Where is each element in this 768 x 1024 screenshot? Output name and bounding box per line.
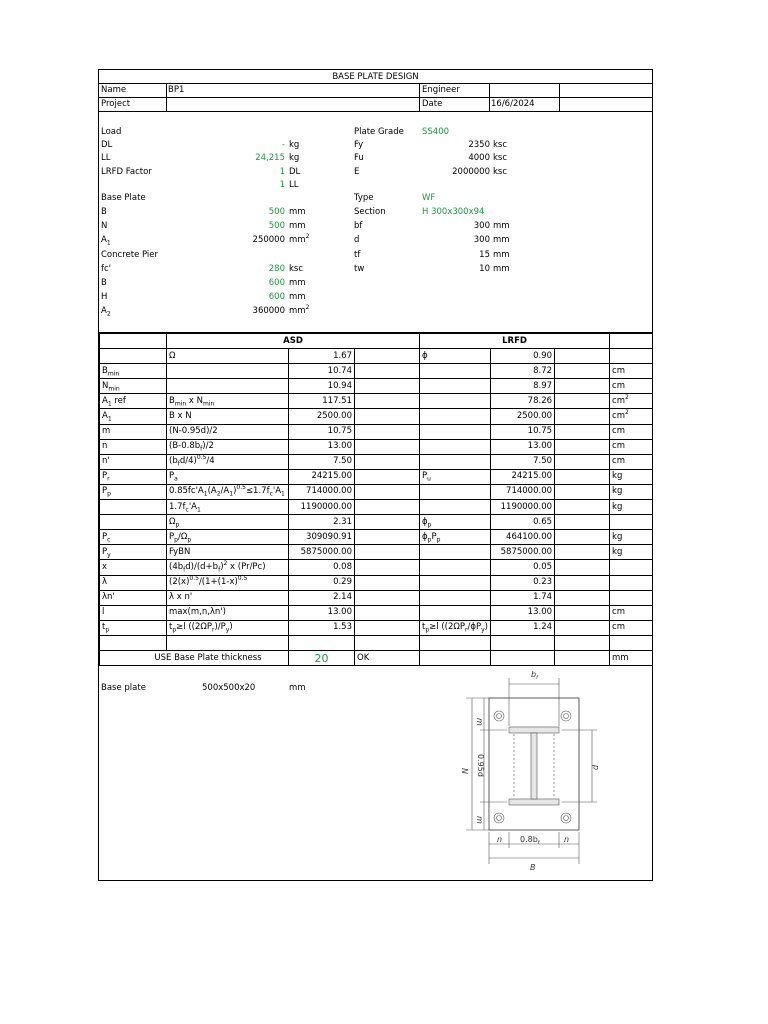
b-value[interactable]: 500 xyxy=(268,207,285,217)
a1ref-asd: 117.51 xyxy=(289,394,355,409)
pr-asd: 24215.00 xyxy=(289,469,355,484)
asd-header: ASD xyxy=(167,333,420,349)
bmin-asd: 10.74 xyxy=(289,364,355,379)
lrfd-dl-unit: DL xyxy=(289,167,301,177)
table-row xyxy=(100,575,653,590)
e-value: 2000000 xyxy=(452,167,490,177)
pier-h-value[interactable]: 600 xyxy=(268,292,285,302)
bf-value: 300 xyxy=(473,221,490,231)
a1-row-label: $A_1$ xyxy=(100,409,167,424)
a1ref-unit: $cm^2$ xyxy=(610,394,653,409)
pier-h-label: H xyxy=(101,292,108,302)
tp-asd: 1.53 xyxy=(289,620,355,635)
diagram-m-top: m xyxy=(475,718,484,726)
name-label: Name xyxy=(101,85,127,95)
use-thickness-unit: mm xyxy=(610,650,653,665)
plate-grade-value[interactable]: SS400 xyxy=(422,127,450,137)
nmin-label: $N_{min}$ xyxy=(100,379,167,394)
ll-unit: kg xyxy=(289,153,300,163)
lrfd-factor-label: LRFD Factor xyxy=(101,167,152,177)
py-asd: 5875000.00 xyxy=(289,545,355,560)
phip-symbol: $\phi_p$ xyxy=(420,515,491,530)
use-thickness-status: OK xyxy=(355,650,420,665)
pp-formula: $0.85fc'A_1(A_2/A_1)^{0.5}\le 1.7f_c'A_1$ xyxy=(167,484,289,499)
pc-formula: $P_p/\Omega_p$ xyxy=(167,530,289,545)
a1-row-unit: $cm^2$ xyxy=(610,409,653,424)
date-value[interactable]: 16/6/2024 xyxy=(491,99,535,109)
pr-label: $P_r$ xyxy=(100,469,167,484)
n-value[interactable]: 500 xyxy=(268,221,285,231)
py-lrfd: 5875000.00 xyxy=(491,545,555,560)
table-row xyxy=(100,590,653,605)
pp-lrfd: 714000.00 xyxy=(491,484,555,499)
fu-value: 4000 xyxy=(468,153,490,163)
tp-unit: cm xyxy=(610,620,653,635)
bmin-lrfd: 8.72 xyxy=(491,364,555,379)
diagram-d-label: d xyxy=(591,764,600,770)
fy-value: 2350 xyxy=(468,140,490,150)
pp-unit: kg xyxy=(610,484,653,499)
diagram-N-label: N xyxy=(460,768,469,774)
table-row xyxy=(100,560,653,575)
tp-formula-lrfd: $t_p\ge l$ ($(2\Omega P_r/\phi P_y)$ xyxy=(420,620,491,635)
pier-b-label: B xyxy=(101,278,107,288)
use-thickness-label: USE Base Plate thickness xyxy=(100,650,289,665)
tp-formula-asd: $t_p\ge l$ $((2\Omega P_r)/P_y)$ xyxy=(167,620,289,635)
phi-symbol: ϕ xyxy=(420,349,491,364)
use-thickness-row xyxy=(100,650,653,665)
dl-unit: kg xyxy=(289,140,300,150)
bf-unit: mm xyxy=(493,221,510,231)
table-row xyxy=(100,605,653,620)
e-label: E xyxy=(354,167,360,177)
x-label: x xyxy=(100,560,167,575)
table-row xyxy=(100,394,653,409)
a1ref-label: $A_1$ ref xyxy=(100,394,167,409)
plate-grade-label: Plate Grade xyxy=(354,127,404,137)
phipp-symbol: $\phi_pP_p$ xyxy=(420,530,491,545)
table-header-row xyxy=(100,333,653,349)
m-asd: 10.75 xyxy=(289,424,355,439)
x-asd: 0.08 xyxy=(289,560,355,575)
tp-label: $t_p$ xyxy=(100,620,167,635)
n-label: N xyxy=(101,221,108,231)
nprime-label: n' xyxy=(100,454,167,469)
header-blank xyxy=(100,333,167,349)
dl-label: DL xyxy=(101,140,113,150)
table-row xyxy=(100,349,653,364)
table-row xyxy=(100,635,653,650)
m-formula: (N-0.95d)/2 xyxy=(167,424,289,439)
table-row xyxy=(100,620,653,635)
bf-label: bf xyxy=(354,221,363,231)
e-unit: ksc xyxy=(493,167,508,177)
diagram-n-left: n xyxy=(497,835,503,844)
tw-unit: mm xyxy=(493,264,510,274)
pier-b-unit: mm xyxy=(289,278,306,288)
load-label: Load xyxy=(101,127,122,137)
top-flange xyxy=(509,727,559,733)
web xyxy=(531,733,537,799)
a1ref-lrfd: 78.26 xyxy=(491,394,555,409)
base-plate-label: Base Plate xyxy=(101,193,146,203)
header-unit-blank xyxy=(610,333,653,349)
table-row xyxy=(100,469,653,484)
a1-asd: 2500.00 xyxy=(289,409,355,424)
fu-unit: ksc xyxy=(493,153,508,163)
tf-unit: mm xyxy=(493,250,510,260)
phip-lrfd: 0.65 xyxy=(491,515,555,530)
a1-value: 250000 xyxy=(252,235,285,245)
nprime-lrfd: 7.50 xyxy=(491,454,555,469)
fy-label: Fy xyxy=(354,140,364,150)
py-unit: kg xyxy=(610,545,653,560)
pp-asd: 714000.00 xyxy=(289,484,355,499)
lambdan-asd: 2.14 xyxy=(289,590,355,605)
concrete-pier-label: Concrete Pier xyxy=(101,250,159,260)
lrfd-header: LRFD xyxy=(420,333,610,349)
pc-lrfd: 464100.00 xyxy=(491,530,555,545)
fu-label: Fu xyxy=(354,153,364,163)
engineer-label: Engineer xyxy=(422,85,460,95)
a2-value: 360000 xyxy=(252,306,285,316)
pc-unit: kg xyxy=(610,530,653,545)
n-formula: $(B-0.8b_f)/2$ xyxy=(167,439,289,454)
l-formula: max(m,n,λn') xyxy=(167,605,289,620)
omegap-asd: 2.31 xyxy=(289,515,355,530)
fc-value[interactable]: 280 xyxy=(268,264,285,274)
pp2-formula: $1.7f_c'A_1$ xyxy=(167,500,289,515)
pp2-unit: kg xyxy=(610,500,653,515)
date-label: Date xyxy=(422,99,443,109)
bolt-hole-icon xyxy=(561,711,571,721)
bolt-hole-icon xyxy=(494,711,504,721)
omega-symbol: Ω xyxy=(167,349,289,364)
lrfd-ll-unit: LL xyxy=(289,180,299,190)
fy-unit: ksc xyxy=(493,140,508,150)
x-formula: $(4b_fd)/(d+b_f)^2$ x (Pr/Pc) xyxy=(167,560,289,575)
pu-symbol: $P_u$ xyxy=(420,469,491,484)
py-label: $P_y$ xyxy=(100,545,167,560)
pc-label: $P_c$ xyxy=(100,530,167,545)
nprime-formula: $(b_fd/4)^{0.5}/4$ xyxy=(167,454,289,469)
phi-value: 0.90 xyxy=(491,349,555,364)
a2-unit: $mm^2$ xyxy=(289,304,310,316)
x-lrfd: 0.05 xyxy=(491,560,555,575)
omega-value: 1.67 xyxy=(289,349,355,364)
diagram-bf-label: $b_f$ xyxy=(531,670,538,681)
a1ref-formula: $B_{min}$ x $N_{min}$ xyxy=(167,394,289,409)
m-lrfd: 10.75 xyxy=(491,424,555,439)
lambdan-label: λn' xyxy=(100,590,167,605)
lambda-asd: 0.29 xyxy=(289,575,355,590)
section-label: Section xyxy=(354,207,386,217)
lambda-formula: ($2(x)^{0.5}/(1+(1-x)^{0.5}$ xyxy=(167,575,289,590)
nprime-asd: 7.50 xyxy=(289,454,355,469)
m-unit: cm xyxy=(610,424,653,439)
d-label: d xyxy=(354,235,360,245)
nprime-unit: cm xyxy=(610,454,653,469)
a1-formula: B x N xyxy=(167,409,289,424)
calculation-table xyxy=(99,332,653,666)
d-unit: mm xyxy=(493,235,510,245)
table-row xyxy=(100,515,653,530)
nmin-asd: 10.94 xyxy=(289,379,355,394)
table-row xyxy=(100,379,653,394)
n-row-label: n xyxy=(100,439,167,454)
pier-h-unit: mm xyxy=(289,292,306,302)
tw-label: tw xyxy=(354,264,365,274)
d-value: 300 xyxy=(473,235,490,245)
diagram-095d-label: 0.95d xyxy=(476,754,485,777)
omegap-symbol: $\Omega_p$ xyxy=(167,515,289,530)
bmin-label: $B_{min}$ xyxy=(100,364,167,379)
name-value[interactable]: BP1 xyxy=(168,85,185,95)
bmin-unit: cm xyxy=(610,364,653,379)
m-label: m xyxy=(100,424,167,439)
section-value[interactable]: H 300x300x94 xyxy=(422,207,485,217)
pp-label: $P_p$ xyxy=(100,484,167,499)
bolt-hole-icon xyxy=(494,813,504,823)
ll-label: LL xyxy=(101,153,111,163)
a2-label: $A_2$ xyxy=(101,306,111,318)
py-formula: FyBN xyxy=(167,545,289,560)
table-row xyxy=(100,530,653,545)
fc-label: fc' xyxy=(101,264,112,274)
lambdan-formula: λ x n' xyxy=(167,590,289,605)
diagram-n-right: n xyxy=(564,835,570,844)
summary-label: Base plate xyxy=(101,683,146,693)
l-asd: 13.00 xyxy=(289,605,355,620)
summary-value: 500x500x20 xyxy=(202,683,256,693)
nmin-unit: cm xyxy=(610,379,653,394)
lrfd-dl-value[interactable]: 1 xyxy=(279,167,285,177)
type-value[interactable]: WF xyxy=(422,193,436,203)
tw-value: 10 xyxy=(479,264,490,274)
a1-unit: $mm^2$ xyxy=(289,233,310,245)
lambda-label: λ xyxy=(100,575,167,590)
bolt-hole-icon xyxy=(561,813,571,823)
base-plate-design-sheet xyxy=(98,69,653,881)
sheet-title: BASE PLATE DESIGN xyxy=(332,72,419,82)
table-row xyxy=(100,500,653,515)
pp2-lrfd: 1190000.00 xyxy=(491,500,555,515)
pp2-asd: 1190000.00 xyxy=(289,500,355,515)
bottom-flange xyxy=(509,799,559,805)
diagram-m-bottom: m xyxy=(475,816,484,824)
a1-lrfd: 2500.00 xyxy=(491,409,555,424)
ll-value[interactable]: 24,215 xyxy=(255,153,285,163)
b-unit: mm xyxy=(289,207,306,217)
l-label: l xyxy=(100,605,167,620)
diagram-08bf-label: $0.8b_f$ xyxy=(520,835,540,846)
table-row xyxy=(100,409,653,424)
diagram-B-label: B xyxy=(530,863,536,872)
project-label: Project xyxy=(101,99,131,109)
use-thickness-value[interactable]: 20 xyxy=(289,650,355,665)
n-unit: cm xyxy=(610,439,653,454)
pr-formula: $P_a$ xyxy=(167,469,289,484)
tp-lrfd: 1.24 xyxy=(491,620,555,635)
nmin-lrfd: 8.97 xyxy=(491,379,555,394)
n-unit: mm xyxy=(289,221,306,231)
l-unit: cm xyxy=(610,605,653,620)
table-row xyxy=(100,454,653,469)
lambda-lrfd: 0.23 xyxy=(491,575,555,590)
base-plate-diagram xyxy=(452,668,612,876)
a1-label: $A_1$ xyxy=(101,235,111,247)
lrfd-ll-value[interactable]: 1 xyxy=(279,180,285,190)
pier-b-value[interactable]: 600 xyxy=(268,278,285,288)
table-row xyxy=(100,545,653,560)
pc-asd: 309090.91 xyxy=(289,530,355,545)
pr-unit: kg xyxy=(610,469,653,484)
dl-value[interactable]: - xyxy=(281,140,285,150)
tf-value: 15 xyxy=(479,250,490,260)
n-lrfd: 13.00 xyxy=(491,439,555,454)
type-label: Type xyxy=(354,193,374,203)
b-label: B xyxy=(101,207,107,217)
l-lrfd: 13.00 xyxy=(491,605,555,620)
fc-unit: ksc xyxy=(289,264,304,274)
summary-unit: mm xyxy=(289,683,306,693)
table-row xyxy=(100,439,653,454)
pr-lrfd: 24215.00 xyxy=(491,469,555,484)
n-asd: 13.00 xyxy=(289,439,355,454)
tf-label: tf xyxy=(354,250,361,260)
table-row xyxy=(100,424,653,439)
table-row xyxy=(100,364,653,379)
table-row xyxy=(100,484,653,499)
lambdan-lrfd: 1.74 xyxy=(491,590,555,605)
